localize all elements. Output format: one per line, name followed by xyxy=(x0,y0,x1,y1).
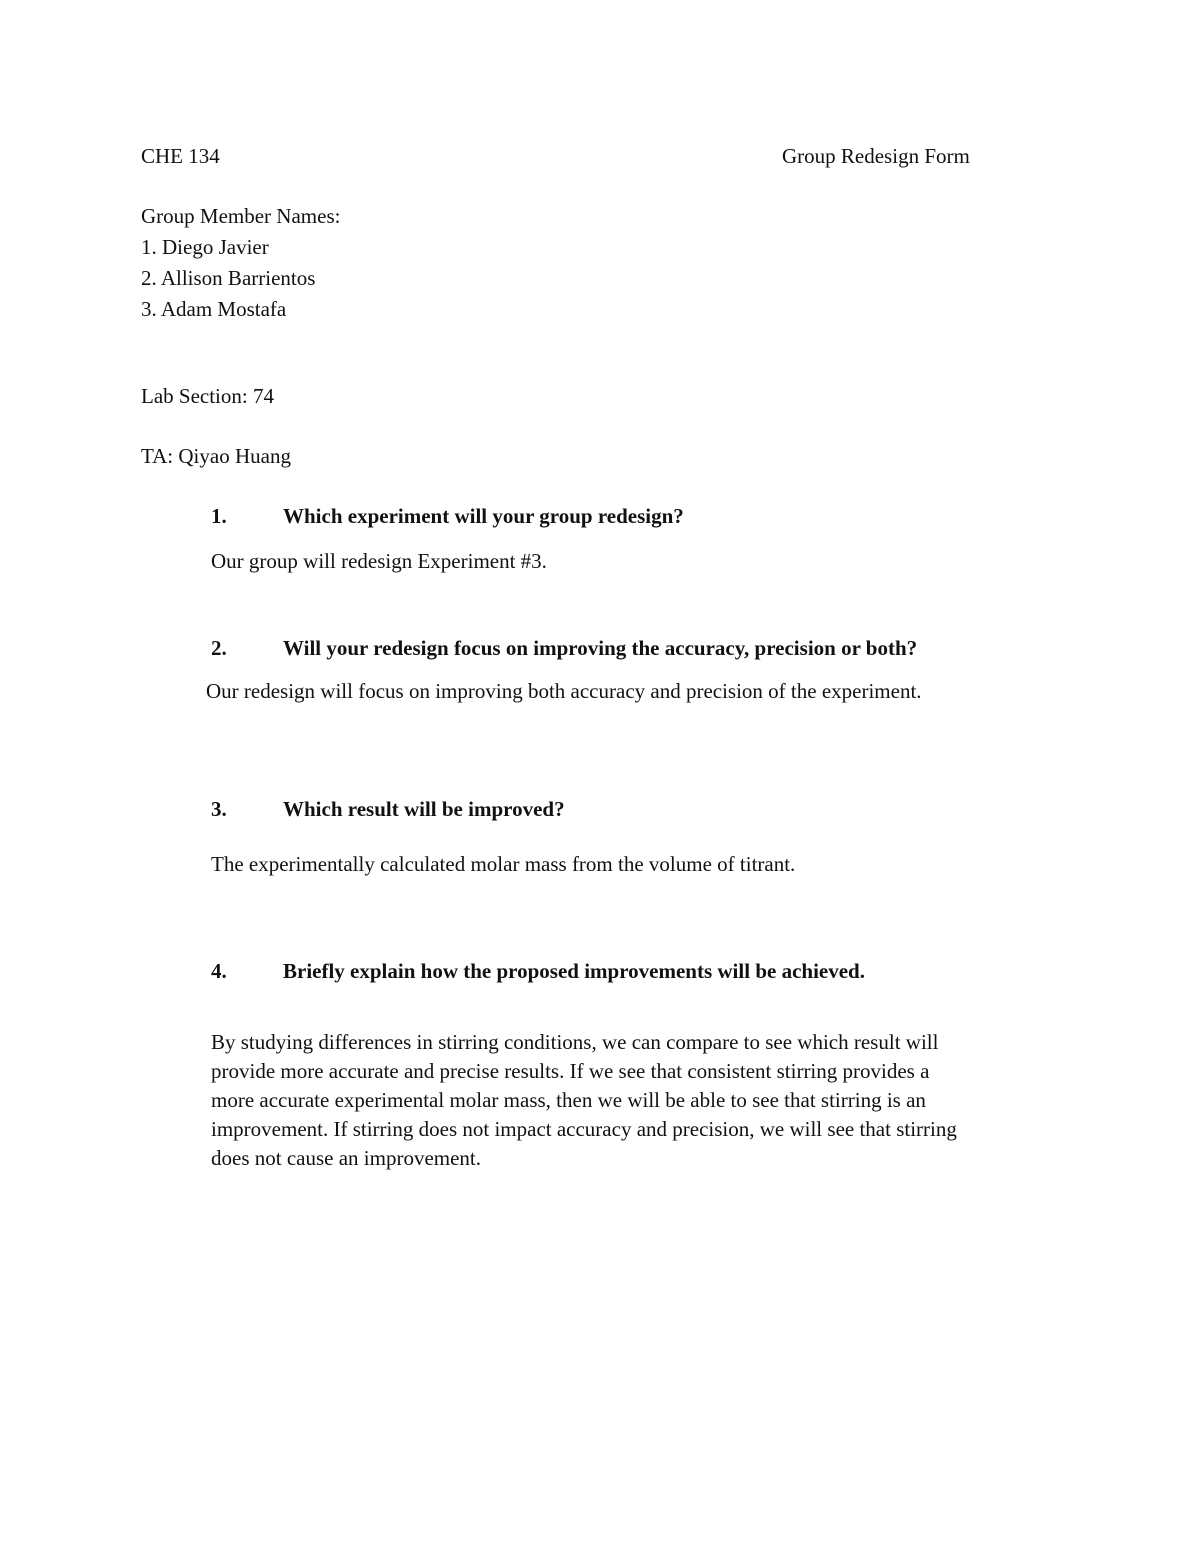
group-member-3: 3. Adam Mostafa xyxy=(141,297,287,321)
group-members-heading: Group Member Names: xyxy=(141,204,341,228)
question-2-number: 2. xyxy=(211,636,227,660)
answer-1: Our group will redesign Experiment #3. xyxy=(211,549,547,573)
answer-2: Our redesign will focus on improving both accuracy and precision of the experiment. xyxy=(206,679,922,703)
question-4-text: Briefly explain how the proposed improvements will be achieved. xyxy=(283,959,865,983)
question-3-number: 3. xyxy=(211,797,227,821)
answer-4-line-2: provide more accurate and precise results. If we see that consistent stirring provides a xyxy=(211,1059,930,1083)
answer-4 xyxy=(211,1028,1061,1173)
group-member-1: 1. Diego Javier xyxy=(141,235,269,259)
answer-3: The experimentally calculated molar mass from the volume of titrant. xyxy=(211,852,796,876)
question-4-number: 4. xyxy=(211,959,227,983)
question-2-text: Will your redesign focus on improving the accuracy, precision or both? xyxy=(283,636,918,660)
question-1-text: Which experiment will your group redesign? xyxy=(283,504,684,528)
group-member-2: 2. Allison Barrientos xyxy=(141,266,316,290)
form-title: Group Redesign Form xyxy=(782,144,970,168)
lab-section: Lab Section: 74 xyxy=(141,384,274,408)
ta-name: TA: Qiyao Huang xyxy=(141,444,291,468)
answer-4-line-5: does not cause an improvement. xyxy=(211,1146,482,1170)
answer-4-line-3: more accurate experimental molar mass, then we will be able to see that stirring is an xyxy=(211,1088,926,1112)
question-3-text: Which result will be improved? xyxy=(283,797,565,821)
answer-4-line-4: improvement. If stirring does not impact accuracy and precision, we will see that stirring xyxy=(211,1117,957,1141)
course-code: CHE 134 xyxy=(141,144,220,168)
answer-4-line-1: By studying differences in stirring conditions, we can compare to see which result will xyxy=(211,1030,939,1054)
question-1-number: 1. xyxy=(211,504,227,528)
